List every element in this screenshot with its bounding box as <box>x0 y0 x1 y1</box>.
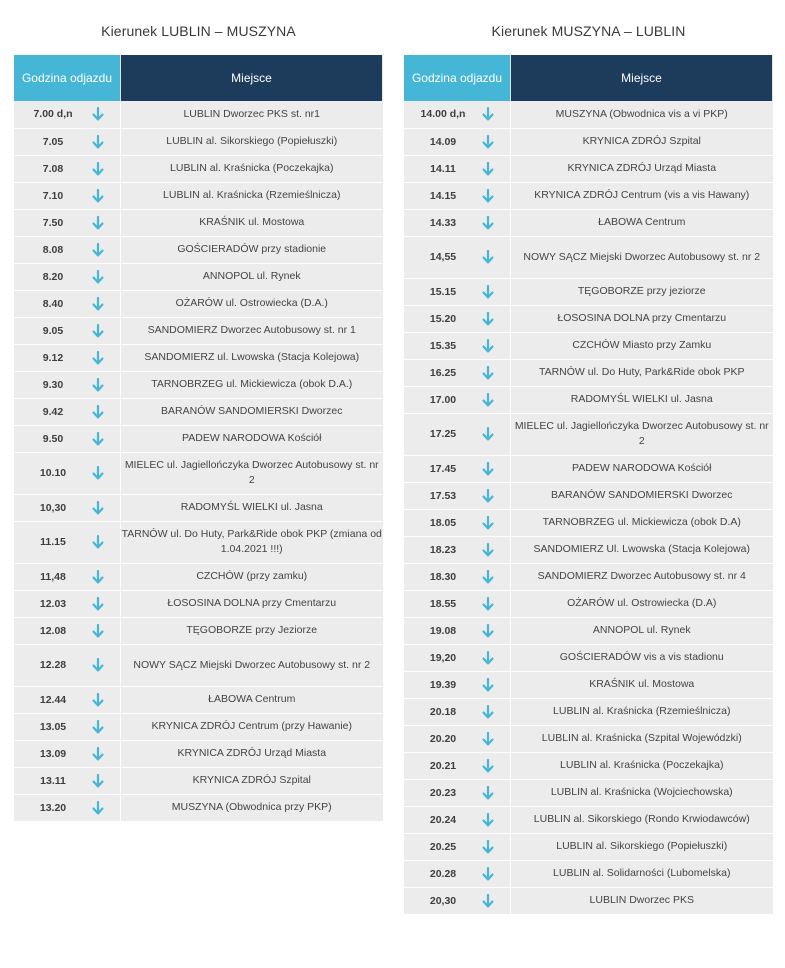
arrow-down-icon <box>92 351 104 365</box>
stop-place: ŁABOWA Centrum <box>511 209 773 236</box>
arrow-down-icon <box>482 189 494 203</box>
departure-time-cell <box>404 752 511 779</box>
departure-time-cell <box>404 359 511 386</box>
table-row <box>404 509 773 536</box>
stop-place: KRYNICA ZDRÓJ Centrum (vis a vis Hawany) <box>511 182 773 209</box>
departure-time: 12.44 <box>39 693 67 706</box>
arrow-down-icon <box>482 516 494 530</box>
departure-time: 15.35 <box>429 339 457 352</box>
arrow-down-icon <box>92 405 104 419</box>
departure-time: 15.20 <box>429 312 457 325</box>
stop-place: SANDOMIERZ Ul. Lwowska (Stacja Kolejowa) <box>511 536 773 563</box>
departure-time: 18.23 <box>429 543 457 556</box>
stop-place: BARANÓW SANDOMIERSKI Dworzec <box>511 482 773 509</box>
arrow-down-icon <box>482 759 494 773</box>
arrow-down-icon <box>482 678 494 692</box>
table-row <box>14 398 383 425</box>
stop-place: SANDOMIERZ Dworzec Autobusowy st. nr 1 <box>121 317 383 344</box>
departure-time: 17.45 <box>429 462 457 475</box>
departure-time: 20.21 <box>429 759 457 772</box>
stop-place: KRAŚNIK ul. Mostowa <box>121 209 383 236</box>
header-departure-time: Godzina odjazdu <box>14 55 121 101</box>
arrow-down-icon <box>92 693 104 707</box>
departure-time-cell <box>14 740 121 767</box>
departure-time: 9.42 <box>42 405 64 418</box>
departure-time: 20.24 <box>429 813 457 826</box>
departure-time: 19,20 <box>429 651 457 664</box>
stop-place: TĘGOBORZE przy Jeziorze <box>121 617 383 644</box>
stop-place: MIELEC ul. Jagiellończyka Dworzec Autobusowy st. nr 2 <box>121 452 383 494</box>
arrow-down-icon <box>482 894 494 908</box>
stop-place: LUBLIN al. Sikorskiego (Popiełuszki) <box>511 833 773 860</box>
departure-time: 17.53 <box>429 489 457 502</box>
arrow-down-icon <box>92 216 104 230</box>
departure-time: 20.23 <box>429 786 457 799</box>
table-row <box>404 455 773 482</box>
arrow-down-icon <box>482 543 494 557</box>
stop-place: OŻARÓW ul. Ostrowiecka (D.A.) <box>121 290 383 317</box>
table-row <box>404 101 773 128</box>
departure-time: 19.08 <box>429 624 457 637</box>
departure-time-cell <box>14 452 121 494</box>
departure-time: 17.25 <box>429 428 457 440</box>
stop-place: SANDOMIERZ Dworzec Autobusowy st. nr 4 <box>511 563 773 590</box>
table-row <box>404 698 773 725</box>
departure-time: 18.05 <box>429 516 457 529</box>
departure-time-cell <box>14 521 121 563</box>
table-row <box>404 563 773 590</box>
stop-place: KRYNICA ZDRÓJ Szpital <box>511 128 773 155</box>
departure-time-cell <box>14 794 121 821</box>
departure-time-cell <box>404 182 511 209</box>
departure-time: 9.50 <box>42 432 64 445</box>
table-title: Kierunek LUBLIN – MUSZYNA <box>101 23 296 39</box>
departure-time-cell <box>404 155 511 182</box>
table-row <box>14 794 383 821</box>
departure-time-cell <box>404 644 511 671</box>
departure-time-cell <box>14 236 121 263</box>
departure-time: 14,55 <box>429 251 457 263</box>
departure-time: 15.15 <box>429 285 457 298</box>
stop-place: LUBLIN al. Kraśnicka (Poczekajka) <box>511 752 773 779</box>
departure-time-cell <box>14 263 121 290</box>
table-row <box>404 860 773 887</box>
arrow-down-icon <box>482 624 494 638</box>
departure-time: 7.08 <box>42 162 64 175</box>
departure-time-cell <box>14 563 121 590</box>
departure-time: 13.09 <box>39 747 67 760</box>
departure-time: 12.03 <box>39 597 67 610</box>
table-row <box>404 278 773 305</box>
departure-time: 9.05 <box>42 324 64 337</box>
arrow-down-icon <box>482 285 494 299</box>
table-row <box>404 833 773 860</box>
departure-time-cell <box>404 671 511 698</box>
departure-time-cell <box>404 482 511 509</box>
stop-place: ŁOSOSINA DOLNA przy Cmentarzu <box>511 305 773 332</box>
stop-place: LUBLIN al. Kraśnicka (Szpital Wojewódzki) <box>511 725 773 752</box>
table-row <box>404 128 773 155</box>
departure-time-cell <box>404 833 511 860</box>
arrow-down-icon <box>482 597 494 611</box>
arrow-down-icon <box>92 189 104 203</box>
table-row <box>404 359 773 386</box>
departure-time-cell <box>404 413 511 455</box>
table-row <box>404 182 773 209</box>
timetable-lublin-muszyna <box>14 0 383 822</box>
departure-time: 18.55 <box>429 597 457 610</box>
table-row <box>14 101 383 128</box>
table-row <box>14 740 383 767</box>
arrow-down-icon <box>482 651 494 665</box>
departure-time: 13.11 <box>40 774 66 787</box>
departure-time-cell <box>404 128 511 155</box>
departure-time-cell <box>404 305 511 332</box>
departure-time-cell <box>404 536 511 563</box>
stop-place: LUBLIN al. Kraśnicka (Rzemieślnicza) <box>121 182 383 209</box>
table-row <box>404 413 773 455</box>
table-row <box>14 317 383 344</box>
departure-time: 20.18 <box>429 705 457 718</box>
table-row <box>404 305 773 332</box>
departure-time: 14.00 d,n <box>420 108 466 121</box>
stop-place: ŁABOWA Centrum <box>121 686 383 713</box>
departure-time: 7.00 d,n <box>33 108 73 121</box>
departure-time: 8.08 <box>42 243 64 256</box>
arrow-down-icon <box>482 216 494 230</box>
departure-time-cell <box>404 590 511 617</box>
stop-place: MIELEC ul. Jagiellończyka Dworzec Autobusowy st. nr 2 <box>511 413 773 455</box>
departure-time-cell <box>404 806 511 833</box>
stop-place: RADOMYŚL WIELKI ul. Jasna <box>121 494 383 521</box>
departure-time: 11.15 <box>40 536 66 548</box>
table-row <box>14 452 383 494</box>
departure-time: 19.39 <box>429 678 457 691</box>
stop-place: LUBLIN Dworzec PKS <box>511 887 773 914</box>
departure-time-cell <box>14 686 121 713</box>
arrow-down-icon <box>482 840 494 854</box>
departure-time: 7.50 <box>42 216 64 229</box>
departure-time: 18.30 <box>429 570 457 583</box>
departure-time: 9.12 <box>42 351 64 364</box>
departure-time: 14.15 <box>429 189 457 202</box>
departure-time-cell <box>404 887 511 914</box>
timetable <box>14 55 383 822</box>
departure-time: 17.00 <box>429 393 457 406</box>
table-row <box>404 617 773 644</box>
arrow-down-icon <box>92 432 104 446</box>
departure-time: 8.20 <box>42 270 64 283</box>
departure-time-cell <box>14 767 121 794</box>
departure-time-cell <box>404 860 511 887</box>
departure-time: 20.25 <box>429 840 457 853</box>
stop-place: KRYNICA ZDRÓJ Centrum (przy Hawanie) <box>121 713 383 740</box>
departure-time-cell <box>14 398 121 425</box>
stop-place: LUBLIN al. Sikorskiego (Popiełuszki) <box>121 128 383 155</box>
stop-place: LUBLIN al. Kraśnicka (Wojciechowska) <box>511 779 773 806</box>
departure-time-cell <box>14 128 121 155</box>
stop-place: OŻARÓW ul. Ostrowiecka (D.A) <box>511 590 773 617</box>
stop-place: NOWY SĄCZ Miejski Dworzec Autobusowy st. nr 2 <box>511 236 773 278</box>
departure-time: 20.20 <box>429 732 457 745</box>
table-row <box>404 779 773 806</box>
departure-time: 14.33 <box>429 216 457 229</box>
arrow-down-icon <box>92 243 104 257</box>
departure-time-cell <box>404 509 511 536</box>
table-row <box>14 644 383 686</box>
departure-time-cell <box>14 644 121 686</box>
header-departure-time: Godzina odjazdu <box>404 55 511 101</box>
stop-place: TARNÓW ul. Do Huty, Park&Ride obok PKP <box>511 359 773 386</box>
departure-time-cell <box>14 209 121 236</box>
arrow-down-icon <box>92 466 104 480</box>
departure-time-cell <box>14 590 121 617</box>
arrow-down-icon <box>482 462 494 476</box>
arrow-down-icon <box>92 324 104 338</box>
arrow-down-icon <box>482 162 494 176</box>
table-row <box>404 209 773 236</box>
table-row <box>404 386 773 413</box>
arrow-down-icon <box>482 732 494 746</box>
table-row <box>404 482 773 509</box>
stop-place: KRYNICA ZDRÓJ Urząd Miasta <box>511 155 773 182</box>
arrow-down-icon <box>92 658 104 672</box>
departure-time-cell <box>404 563 511 590</box>
arrow-down-icon <box>482 786 494 800</box>
arrow-down-icon <box>92 501 104 515</box>
departure-time-cell <box>14 344 121 371</box>
stop-place: KRYNICA ZDRÓJ Urząd Miasta <box>121 740 383 767</box>
table-row <box>404 236 773 278</box>
table-row <box>14 521 383 563</box>
stop-place: TĘGOBORZE przy jeziorze <box>511 278 773 305</box>
table-header-row <box>404 55 773 101</box>
stop-place: TARNOBRZEG ul. Mickiewicza (obok D.A) <box>511 509 773 536</box>
stop-place: BARANÓW SANDOMIERSKI Dworzec <box>121 398 383 425</box>
arrow-down-icon <box>482 135 494 149</box>
departure-time-cell <box>404 101 511 128</box>
table-header-row <box>14 55 383 101</box>
arrow-down-icon <box>482 366 494 380</box>
arrow-down-icon <box>92 162 104 176</box>
table-body <box>14 101 383 821</box>
arrow-down-icon <box>92 270 104 284</box>
arrow-down-icon <box>92 774 104 788</box>
table-row <box>14 425 383 452</box>
stop-place: LUBLIN al. Solidarności (Lubomelska) <box>511 860 773 887</box>
stop-place: MUSZYNA (Obwodnica vis a vi PKP) <box>511 101 773 128</box>
departure-time: 13.05 <box>39 720 67 733</box>
departure-time: 7.05 <box>42 135 64 148</box>
table-row <box>14 209 383 236</box>
departure-time: 9.30 <box>42 378 64 391</box>
table-row <box>14 767 383 794</box>
table-row <box>14 617 383 644</box>
table-row <box>404 671 773 698</box>
arrow-down-icon <box>482 489 494 503</box>
stop-place: CZCHÓW Miasto przy Zamku <box>511 332 773 359</box>
stop-place: RADOMYŚL WIELKI ul. Jasna <box>511 386 773 413</box>
departure-time-cell <box>404 332 511 359</box>
arrow-down-icon <box>482 393 494 407</box>
departure-time: 14.09 <box>429 135 457 148</box>
table-row <box>14 290 383 317</box>
arrow-down-icon <box>92 801 104 815</box>
table-row <box>14 563 383 590</box>
arrow-down-icon <box>92 378 104 392</box>
table-row <box>14 494 383 521</box>
stop-place: PADEW NARODOWA Kościół <box>511 455 773 482</box>
departure-time: 10.10 <box>39 467 67 479</box>
departure-time: 20,30 <box>429 894 457 907</box>
departure-time: 12.28 <box>39 659 67 671</box>
stop-place: KRAŚNIK ul. Mostowa <box>511 671 773 698</box>
arrow-down-icon <box>482 312 494 326</box>
departure-time: 8.40 <box>42 297 64 310</box>
table-row <box>404 887 773 914</box>
stop-place: LUBLIN Dworzec PKS st. nr1 <box>121 101 383 128</box>
table-row <box>404 590 773 617</box>
arrow-down-icon <box>482 339 494 353</box>
table-row <box>14 371 383 398</box>
departure-time: 12.08 <box>39 624 67 637</box>
departure-time: 14.11 <box>430 162 456 175</box>
departure-time: 10,30 <box>39 501 67 514</box>
arrow-down-icon <box>482 867 494 881</box>
departure-time-cell <box>404 725 511 752</box>
table-row <box>14 344 383 371</box>
table-row <box>404 806 773 833</box>
arrow-down-icon <box>92 624 104 638</box>
departure-time-cell <box>404 236 511 278</box>
table-row <box>404 644 773 671</box>
departure-time-cell <box>14 494 121 521</box>
stop-place: MUSZYNA (Obwodnica przy PKP) <box>121 794 383 821</box>
table-title: Kierunek MUSZYNA – LUBLIN <box>491 23 686 39</box>
table-row <box>14 590 383 617</box>
header-place: Miejsce <box>511 55 773 101</box>
table-row <box>14 182 383 209</box>
table-row <box>404 725 773 752</box>
arrow-down-icon <box>482 813 494 827</box>
arrow-down-icon <box>482 705 494 719</box>
arrow-down-icon <box>92 720 104 734</box>
stop-place: GOŚCIERADÓW vis a vis stadionu <box>511 644 773 671</box>
stop-place: LUBLIN al. Sikorskiego (Rondo Krwiodawców) <box>511 806 773 833</box>
header-place: Miejsce <box>121 55 383 101</box>
stop-place: LUBLIN al. Kraśnicka (Rzemieślnicza) <box>511 698 773 725</box>
departure-time-cell <box>14 101 121 128</box>
arrow-down-icon <box>482 250 494 264</box>
table-row <box>14 263 383 290</box>
stop-place: ANNOPOL ul. Rynek <box>511 617 773 644</box>
departure-time-cell <box>404 779 511 806</box>
departure-time: 20.28 <box>429 867 457 880</box>
arrow-down-icon <box>92 135 104 149</box>
departure-time-cell <box>404 617 511 644</box>
arrow-down-icon <box>92 107 104 121</box>
departure-time-cell <box>14 317 121 344</box>
arrow-down-icon <box>92 297 104 311</box>
table-row <box>404 155 773 182</box>
table-row <box>404 332 773 359</box>
stop-place: PADEW NARODOWA Kościół <box>121 425 383 452</box>
arrow-down-icon <box>482 427 494 441</box>
departure-time: 7.10 <box>42 189 64 202</box>
departure-time-cell <box>14 290 121 317</box>
departure-time-cell <box>14 617 121 644</box>
departure-time-cell <box>404 209 511 236</box>
departure-time-cell <box>14 155 121 182</box>
table-row <box>14 155 383 182</box>
stop-place: TARNOBRZEG ul. Mickiewicza (obok D.A.) <box>121 371 383 398</box>
table-row <box>14 713 383 740</box>
stop-place: GOŚCIERADÓW przy stadionie <box>121 236 383 263</box>
stop-place: CZCHÓW (przy zamku) <box>121 563 383 590</box>
stop-place: TARNÓW ul. Do Huty, Park&Ride obok PKP (zmiana od 1.04.2021 !!!) <box>121 521 383 563</box>
departure-time-cell <box>14 182 121 209</box>
table-body <box>404 101 773 914</box>
arrow-down-icon <box>92 747 104 761</box>
departure-time-cell <box>404 455 511 482</box>
departure-time-cell <box>14 371 121 398</box>
table-row <box>404 752 773 779</box>
stop-place: NOWY SĄCZ Miejski Dworzec Autobusowy st. nr 2 <box>121 644 383 686</box>
table-row <box>14 128 383 155</box>
stop-place: KRYNICA ZDRÓJ Szpital <box>121 767 383 794</box>
departure-time: 16.25 <box>429 366 457 379</box>
timetable-muszyna-lublin <box>404 0 773 915</box>
table-row <box>14 686 383 713</box>
stop-place: SANDOMIERZ ul. Lwowska (Stacja Kolejowa) <box>121 344 383 371</box>
departure-time-cell <box>14 425 121 452</box>
table-row <box>404 536 773 563</box>
departure-time: 13.20 <box>39 801 67 814</box>
arrow-down-icon <box>92 535 104 549</box>
arrow-down-icon <box>92 597 104 611</box>
stop-place: LUBLIN al. Kraśnicka (Poczekajka) <box>121 155 383 182</box>
arrow-down-icon <box>92 570 104 584</box>
departure-time-cell <box>404 698 511 725</box>
arrow-down-icon <box>482 570 494 584</box>
departure-time: 11,48 <box>40 570 66 583</box>
timetable <box>404 55 773 915</box>
departure-time-cell <box>404 278 511 305</box>
stop-place: ŁOSOSINA DOLNA przy Cmentarzu <box>121 590 383 617</box>
stop-place: ANNOPOL ul. Rynek <box>121 263 383 290</box>
table-row <box>14 236 383 263</box>
arrow-down-icon <box>482 107 494 121</box>
departure-time-cell <box>404 386 511 413</box>
departure-time-cell <box>14 713 121 740</box>
